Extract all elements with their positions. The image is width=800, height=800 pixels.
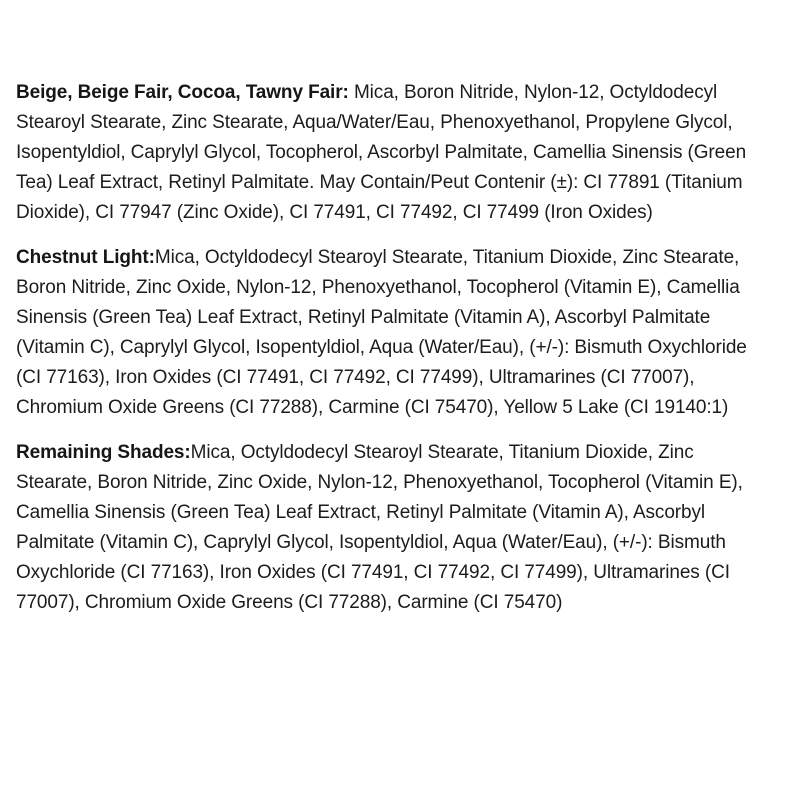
ingredient-paragraph-chestnut-light: [16, 243, 762, 423]
shade-group-label: Remaining Shades:: [16, 442, 191, 463]
ingredient-list-text: Mica, Boron Nitride, Nylon-12, Octyldodecyl Stearoyl Stearate, Zinc Stearate, Aqua/Water/Eau, Phenoxyethanol, Propylene Glycol, Isopentyldiol, Caprylyl Glycol, Tocopherol, Ascorbyl Palmitate, Camellia Sinensis (Green Tea) Leaf Extract, Retinyl Palmitate. May Contain/Peut Contenir (±): CI 77891 (Titanium Dioxide), CI 77947 (Zinc Oxide), CI 77491, CI 77492, CI 77499 (Iron Oxides): [16, 82, 747, 223]
ingredient-paragraph-remaining-shades: [16, 438, 762, 618]
shade-group-label: Chestnut Light:: [16, 247, 155, 268]
ingredient-paragraph-beige-group: [16, 78, 762, 228]
ingredient-list-text: Mica, Octyldodecyl Stearoyl Stearate, Titanium Dioxide, Zinc Stearate, Boron Nitride, Zinc Oxide, Nylon-12, Phenoxyethanol, Tocopherol (Vitamin E), Camellia Sinensis (Green Tea) Leaf Extract, Retinyl Palmitate (Vitamin A), Ascorbyl Palmitate (Vitamin C), Caprylyl Glycol, Isopentyldiol, Aqua (Water/Eau), (+/-): Bismuth Oxychloride (CI 77163), Iron Oxides (CI 77491, CI 77492, CI 77499), Ultramarines (CI 77007), Chromium Oxide Greens (CI 77288), Carmine (CI 75470), Yellow 5 Lake (CI 19140:1): [16, 247, 747, 418]
ingredient-list-text: Mica, Octyldodecyl Stearoyl Stearate, Titanium Dioxide, Zinc Stearate, Boron Nitride, Zinc Oxide, Nylon-12, Phenoxyethanol, Tocopherol (Vitamin E), Camellia Sinensis (Green Tea) Leaf Extract, Retinyl Palmitate (Vitamin A), Ascorbyl Palmitate (Vitamin C), Caprylyl Glycol, Isopentyldiol, Aqua (Water/Eau), (+/-): Bismuth Oxychloride (CI 77163), Iron Oxides (CI 77491, CI 77492, CI 77499), Ultramarines (CI 77007), Chromium Oxide Greens (CI 77288), Carmine (CI 75470): [16, 442, 743, 613]
shade-group-label: Beige, Beige Fair, Cocoa, Tawny Fair:: [16, 82, 349, 103]
